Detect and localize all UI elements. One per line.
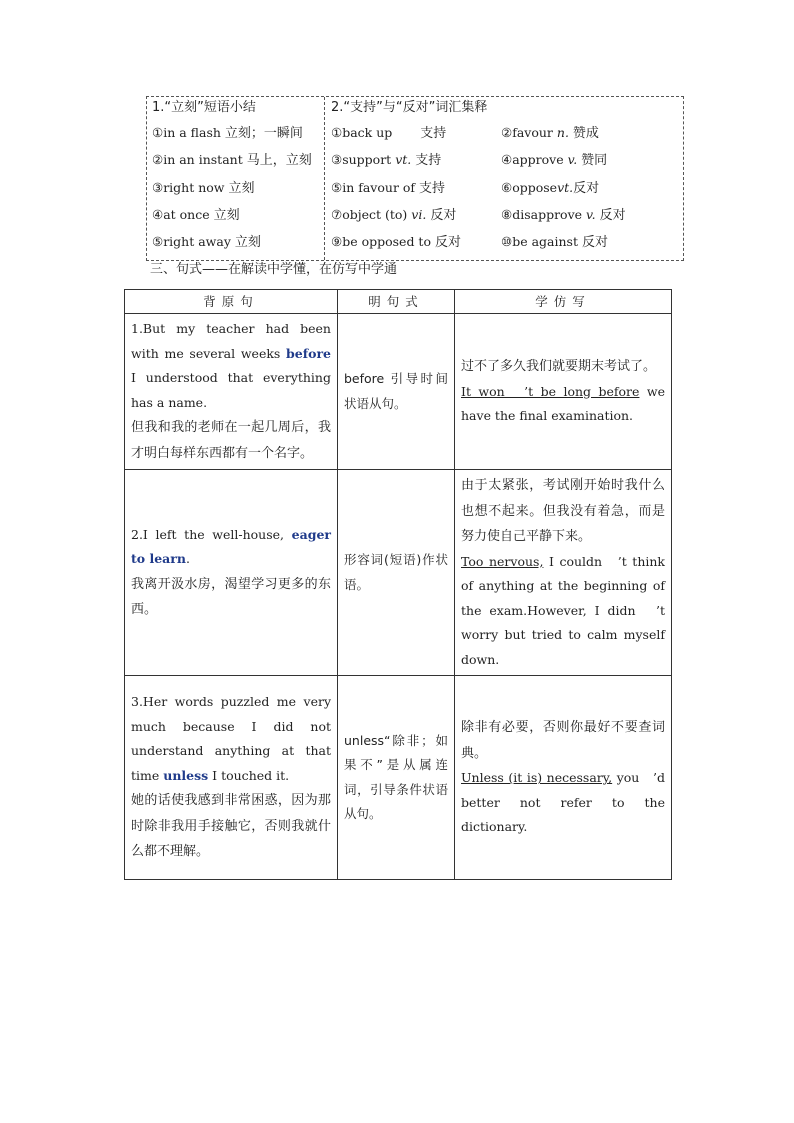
- phrase-item: [152, 201, 322, 228]
- imitation-answer-underlined: Too nervous,: [461, 553, 544, 569]
- part-of-speech: vi.: [411, 206, 427, 222]
- header-sentence-pattern: 明句式: [338, 290, 455, 314]
- part-of-speech: n.: [556, 125, 569, 140]
- table-row: [125, 470, 672, 676]
- vocab-row: [331, 228, 681, 255]
- word-pair-right: [501, 174, 599, 202]
- phrase-item: [152, 228, 322, 255]
- word-pair-right: [501, 119, 599, 147]
- part-of-speech: vt.: [395, 152, 412, 168]
- vocab-row: [331, 174, 681, 201]
- word-en: ④approve: [501, 152, 564, 168]
- vocab-row: [331, 201, 681, 228]
- original-translation: 但我和我的老师在一起几周后，我才明白每样东西都有一个名字。: [131, 420, 331, 461]
- phrase-en: ③right now: [152, 179, 225, 195]
- original-translation: 她的话使我感到非常困惑，因为那时除非我用手接触它，否则我就什么都不理解。: [131, 793, 331, 860]
- word-en: ⑤in favour of: [331, 179, 416, 195]
- table-header-row: [125, 290, 672, 314]
- original-text: 2.I left the well-house,: [131, 526, 292, 542]
- original-text: 3.Her words puzzled me very much because I did not understand anything at that time: [131, 694, 331, 783]
- original-text: I understood that everything has a name.: [131, 370, 331, 410]
- keyword: eager to learn: [131, 526, 331, 566]
- keyword: unless: [163, 767, 209, 783]
- part-of-speech: vt.: [557, 179, 574, 195]
- imitation-answer: you ’d better not refer to the dictionary.: [461, 770, 665, 835]
- imitation-prompt: 过不了多久我们就要期末考试了。: [461, 359, 657, 375]
- section-title: 三、句式——在解读中学懂，在仿写中学通: [150, 262, 398, 277]
- word-zh: 支持: [419, 180, 446, 196]
- word-zh: 支持: [415, 153, 442, 169]
- vocab-row: [331, 146, 681, 173]
- vocab-row: [331, 119, 681, 146]
- original-sentence-cell: [125, 470, 338, 676]
- support-oppose-title: 2.“支持”与“反对”词汇集释: [331, 100, 488, 115]
- support-oppose-column: [331, 97, 681, 255]
- imitation-cell: [455, 470, 672, 676]
- word-zh: 反对: [434, 235, 461, 251]
- immediately-phrases-title: 1.“立刻”短语小结: [152, 100, 256, 115]
- word-zh: 支持: [420, 126, 447, 141]
- phrase-en: ②in an instant: [152, 152, 243, 168]
- pattern-cell: 形容词(短语)作状语。: [338, 470, 455, 676]
- vocabulary-summary-box: [146, 96, 684, 261]
- imitation-cell: [455, 314, 672, 470]
- phrase-en: ⑤right away: [152, 234, 231, 250]
- phrase-zh: 立刻: [234, 235, 261, 251]
- immediately-phrases-column: [152, 97, 322, 255]
- header-original-sentence: 背原句: [125, 290, 338, 314]
- word-en: ⑧disapprove: [501, 206, 583, 222]
- word-pair-right: [501, 146, 607, 174]
- original-text: .: [185, 551, 190, 566]
- word-en: ⑩be against: [501, 234, 578, 250]
- imitation-prompt: 除非有必要，否则你最好不要查词典。: [461, 720, 665, 761]
- phrase-en: ①in a flash: [152, 125, 221, 140]
- imitation-answer-underlined: Unless (it is) necessary,: [461, 770, 613, 786]
- word-zh: 反对: [599, 207, 626, 223]
- imitation-cell: [455, 676, 672, 880]
- pattern-cell: before 引导时间状语从句。: [338, 314, 455, 470]
- pattern-cell: unless“除非；如果不”是从属连词，引导条件状语从句。: [338, 676, 455, 880]
- phrase-item: [152, 174, 322, 201]
- original-text: I touched it.: [208, 767, 290, 783]
- original-sentence-cell: [125, 314, 338, 470]
- original-sentence-cell: [125, 676, 338, 880]
- part-of-speech: v.: [586, 206, 596, 222]
- word-zh: 反对: [581, 235, 608, 251]
- imitation-answer: we have the final examination.: [461, 383, 665, 424]
- phrase-zh: 马上，立刻: [246, 153, 312, 169]
- word-en: ⑥oppose: [501, 179, 558, 195]
- word-en: ②favour: [501, 125, 553, 140]
- word-en: ①back up: [331, 125, 393, 140]
- sentence-pattern-table: [124, 289, 672, 880]
- word-zh: 赞同: [581, 153, 608, 169]
- part-of-speech: v.: [567, 152, 578, 168]
- word-zh: 赞成: [572, 126, 599, 141]
- phrase-item: [152, 119, 322, 146]
- word-en: ③support: [331, 152, 392, 168]
- word-en: ⑦object (to): [331, 206, 408, 222]
- imitation-answer-underlined: It won ’t be long before: [461, 383, 640, 399]
- word-pair-right: [501, 228, 608, 256]
- table-row: [125, 314, 672, 470]
- word-zh: 反对: [573, 180, 600, 196]
- phrase-zh: 立刻: [213, 207, 240, 223]
- phrase-zh: 立刻；一瞬间: [224, 126, 303, 141]
- vocabulary-column-divider: [324, 97, 325, 260]
- phrase-zh: 立刻: [228, 180, 255, 196]
- word-zh: 反对: [430, 207, 457, 223]
- phrase-item: [152, 146, 322, 173]
- imitation-answer: I couldn ’t think of anything at the beginning of the exam.However, I didn ’t worry but tried to calm myself down.: [461, 553, 665, 667]
- word-pair-right: [501, 201, 626, 229]
- imitation-prompt: 由于太紧张，考试刚开始时我什么也想不起来。但我没有着急，而是努力使自己平静下来。: [461, 478, 665, 544]
- keyword: before: [286, 345, 331, 361]
- original-translation: 我离开汲水房，渴望学习更多的东西。: [131, 576, 331, 617]
- header-imitation: 学仿写: [455, 290, 672, 314]
- table-row: [125, 676, 672, 880]
- phrase-en: ④at once: [152, 206, 210, 222]
- original-text: 1.But my teacher had been with me several weeks: [131, 321, 331, 361]
- word-en: ⑨be opposed to: [331, 234, 431, 250]
